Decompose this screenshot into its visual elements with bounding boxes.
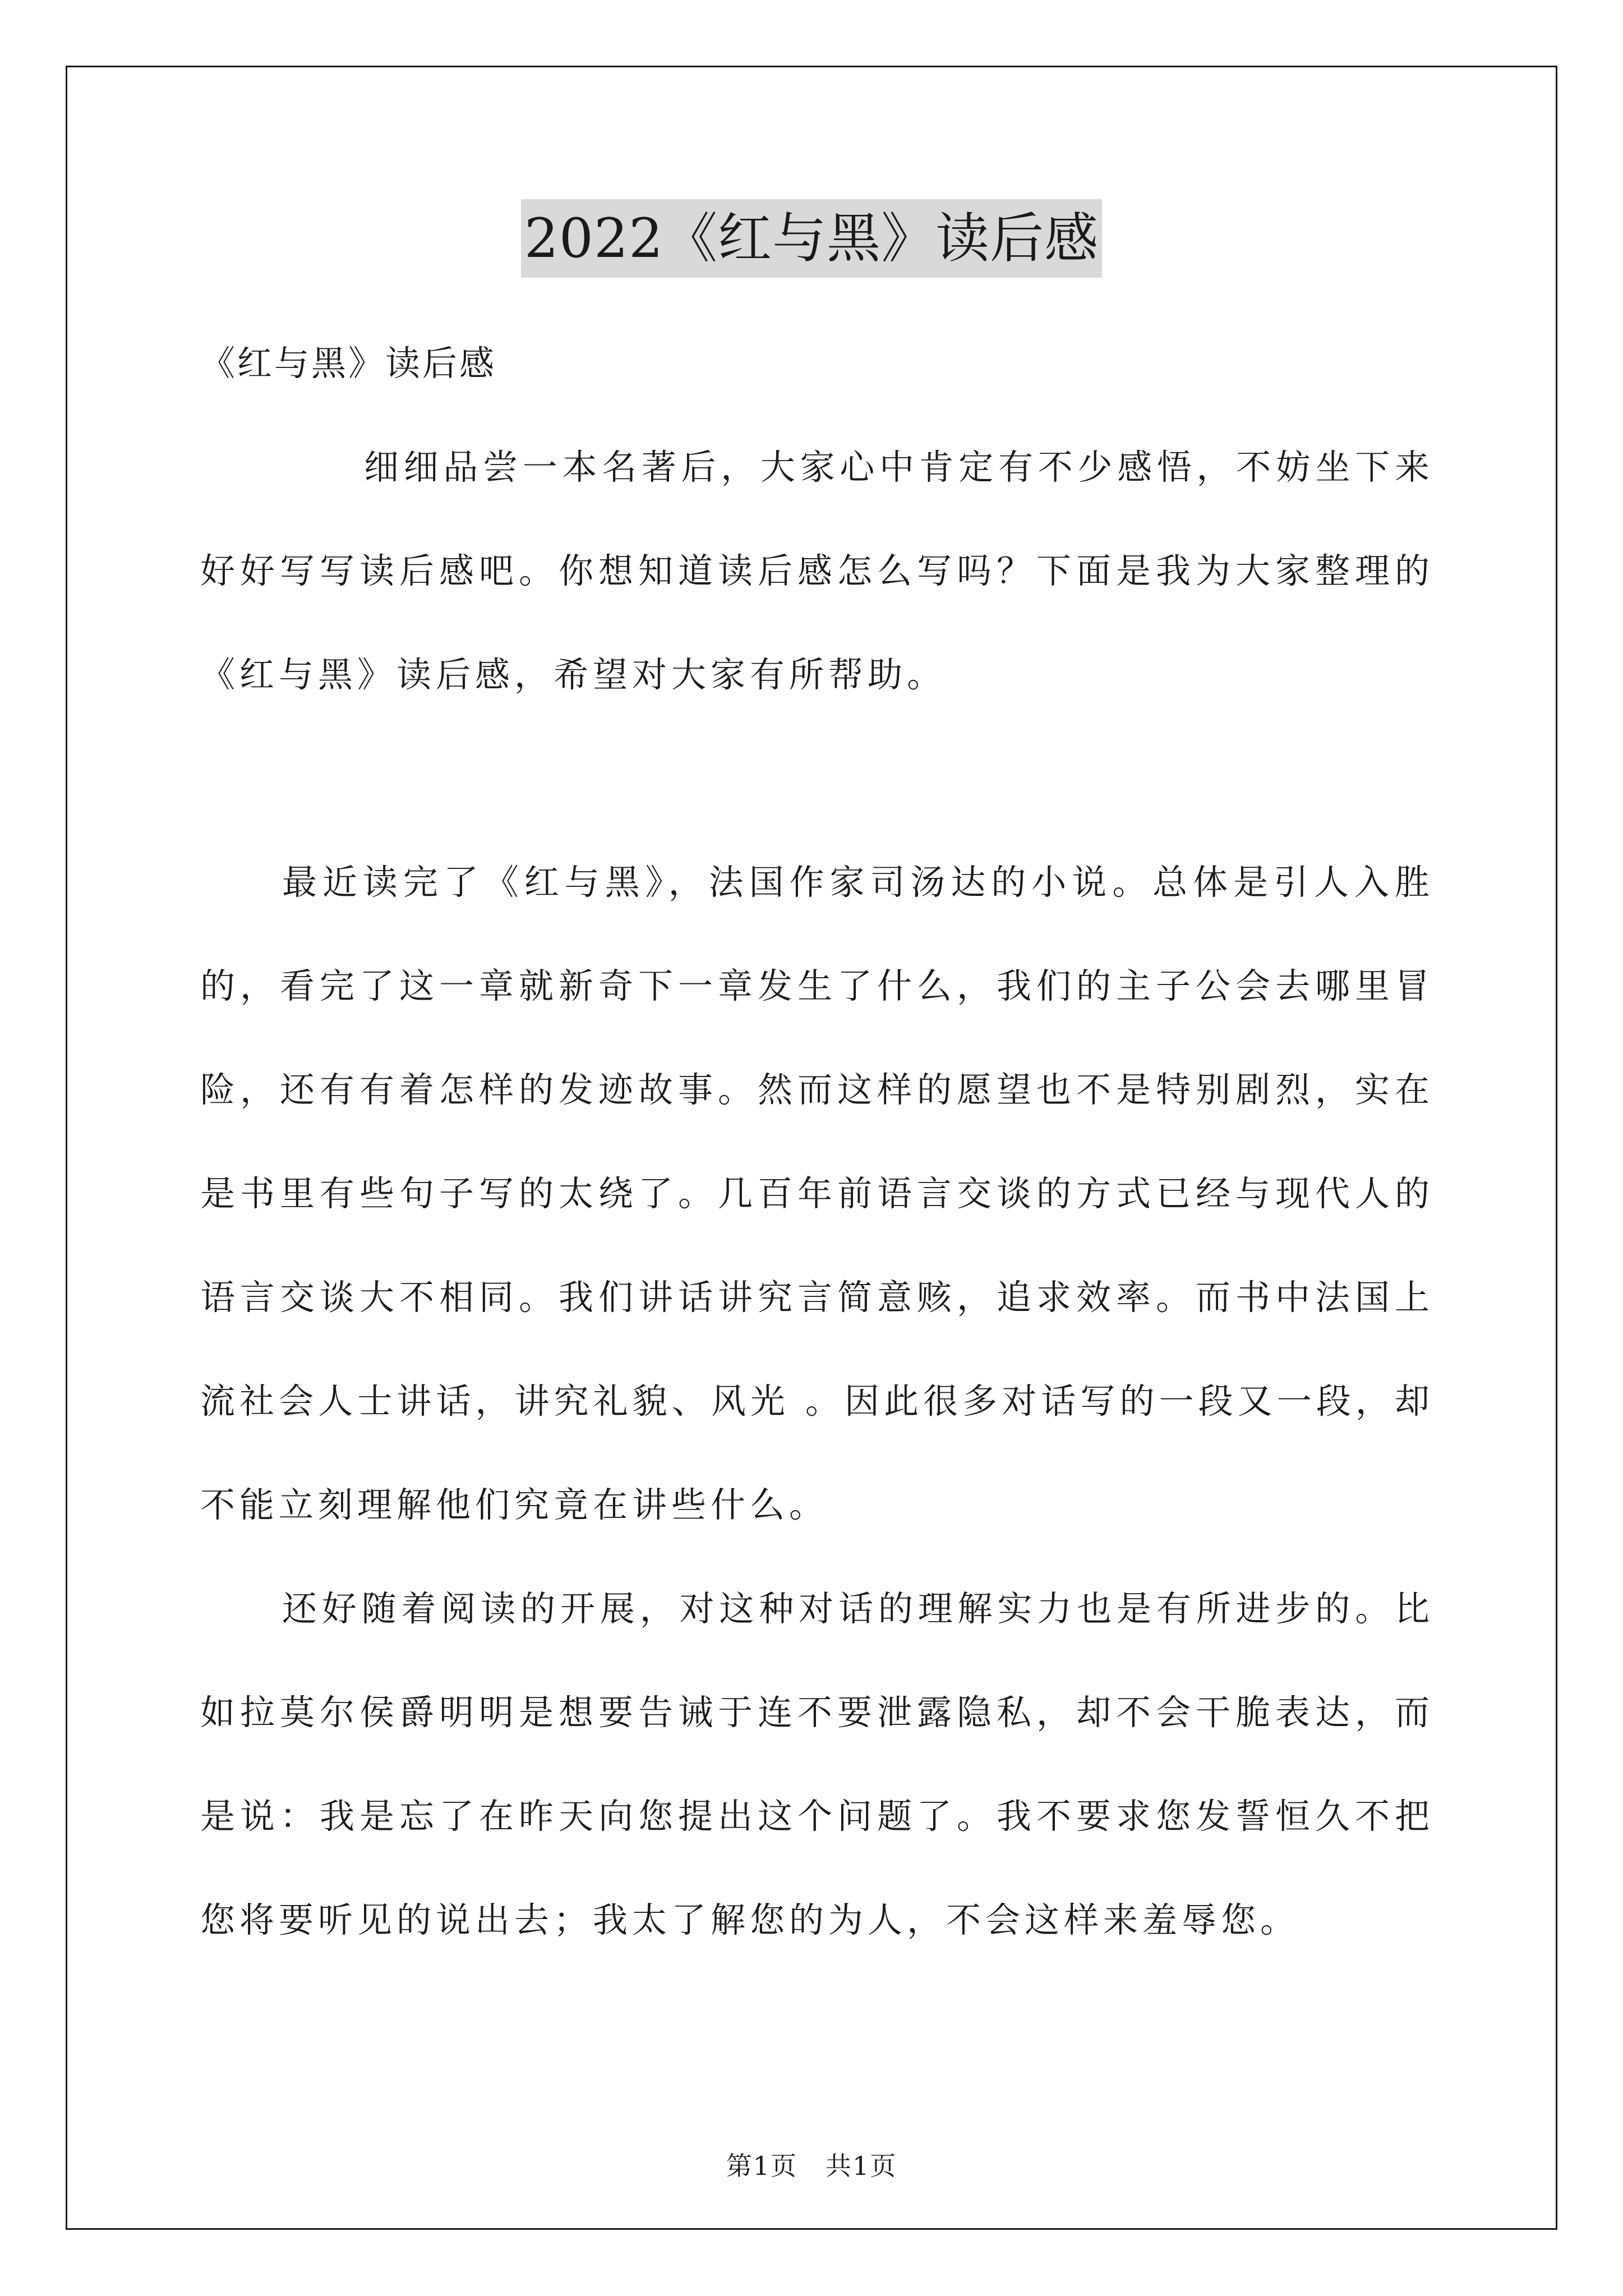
intro-paragraph: 细细品尝一本名著后，大家心中肯定有不少感悟，不妨坐下来好好写写读后感吧。你想知道读后感怎么写吗？下面是我为大家整理的《红与黑》读后感，希望对大家有所帮助。 (200, 447, 1434, 695)
title-container (0, 199, 1623, 278)
subheading: 《红与黑》读后感 (200, 343, 497, 384)
page-footer (0, 2146, 1623, 2183)
page-total: 共1页 (826, 2151, 897, 2181)
body-paragraph-1: 最近读完了《红与黑》，法国作家司汤达的小说。总体是引人入胜的，看完了这一章就新奇下一章发生了什么，我们的主子公会去哪里冒险，还有有着怎样的发迹故事。然而这样的愿望也不是特别剧烈，实在是书里有些句子写的太绕了。几百年前语言交谈的方式已经与现代人的语言交谈大不相同。我们讲话讲究言简意赅，追求效率。而书中法国上流社会人士讲话，讲究礼貌、风光 。因此很多对话写的一段又一段，却不能立刻理解他们究竟在讲些什么。 (200, 862, 1434, 1525)
document-body (200, 311, 1434, 1972)
paragraph-spacer (200, 726, 1434, 830)
page-number: 第1页 (726, 2151, 797, 2181)
document-title: 2022《红与黑》读后感 (521, 199, 1102, 278)
body-paragraph-2: 还好随着阅读的开展，对这种对话的理解实力也是有所进步的。比如拉莫尔侯爵明明是想要告诫于连不要泄露隐私，却不会干脆表达，而是说：我是忘了在昨天向您提出这个问题了。我不要求您发誓恒久不把您将要听见的说出去；我太了解您的为人，不会这样来羞辱您。 (200, 1588, 1434, 1940)
